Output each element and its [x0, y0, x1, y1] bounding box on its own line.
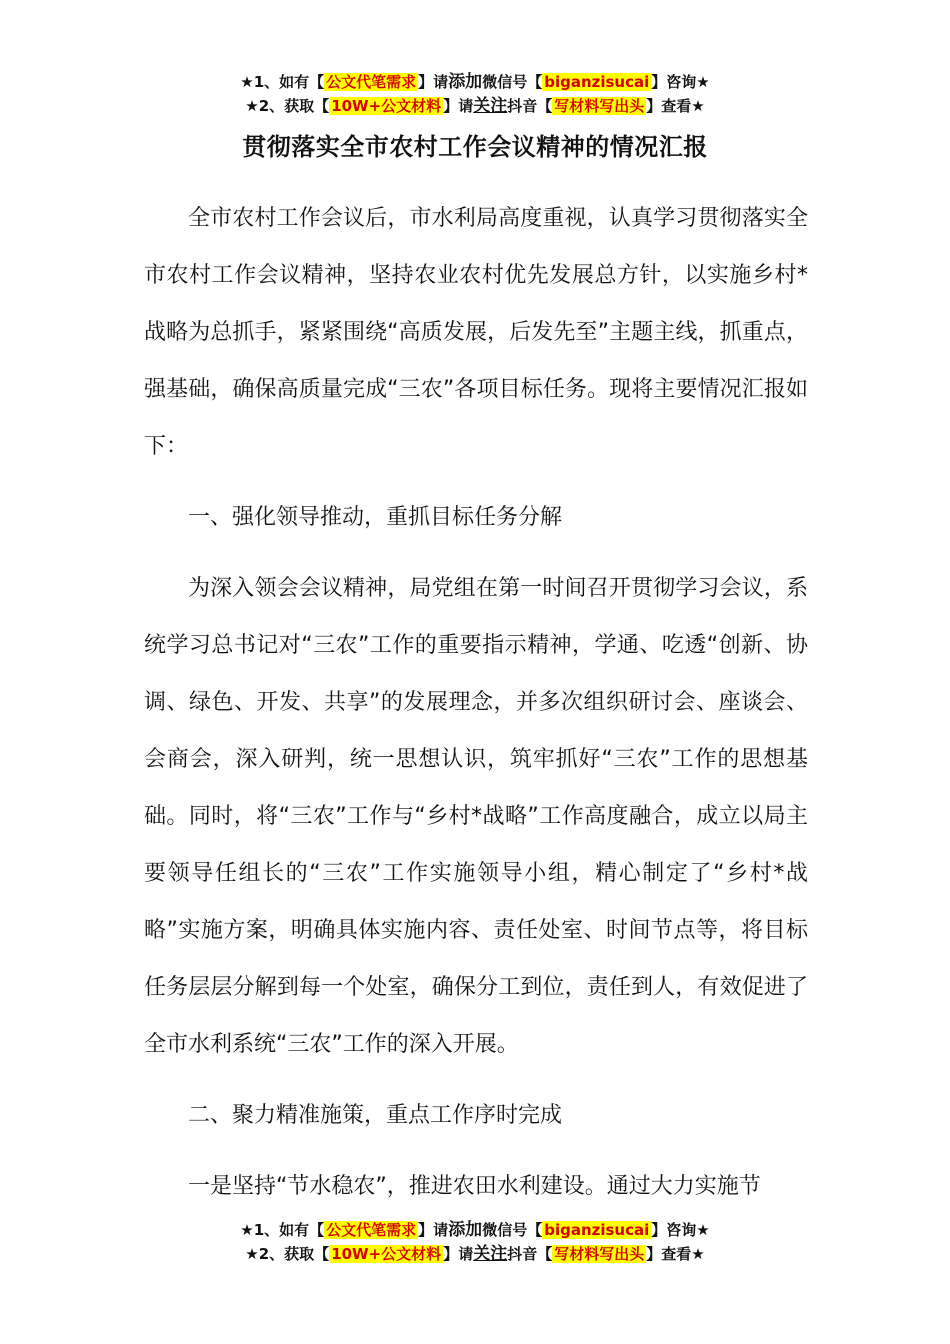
banner-text: ★2、获取【 [245, 1245, 330, 1263]
document-title: 贯彻落实全市农村工作会议精神的情况汇报 [242, 133, 708, 161]
banner-text: 】请 [443, 97, 474, 115]
banner-text: 】查看★ [646, 97, 705, 115]
banner-highlight: 10W+公文材料 [331, 97, 442, 115]
banner-text: 】咨询★ [651, 73, 710, 91]
banner-text: 】查看★ [646, 1245, 705, 1263]
paragraph-intro: 全市农村工作会议后，市水利局高度重视，认真学习贯彻落实全市农村工作会议精神，坚持农业农村优先发展总方针，以实施乡村*战略为总抓手，紧紧围绕“高质发展，后发先至”主题主线，抓重点，强基础，确保高质量完成“三农”各项目标任务。现将主要情况汇报如下： [144, 206, 808, 459]
section-heading-2: 二、聚力精准施策，重点工作序时完成 [188, 1103, 563, 1128]
banner-text: 抖音【 [507, 1245, 553, 1263]
bottom-banner [0, 1218, 950, 1266]
banner-highlight-wechat-id: biganzisucai [544, 73, 650, 91]
banner-line-2 [0, 94, 950, 118]
banner-text: 】请 [418, 73, 449, 91]
banner-text: 】请 [418, 1221, 449, 1239]
banner-highlight-wechat-id: biganzisucai [544, 1221, 650, 1239]
banner-text: ★1、如有【 [240, 1221, 325, 1239]
banner-text: 抖音【 [507, 97, 553, 115]
banner-emphasis: 添加 [448, 1220, 483, 1240]
banner-highlight-douyin: 写材料写出头 [554, 97, 645, 115]
banner-text: 微信号【 [482, 1221, 543, 1239]
banner-emphasis: 关注 [473, 1244, 508, 1264]
banner-emphasis: 关注 [473, 96, 508, 116]
banner-line-1 [0, 1218, 950, 1242]
banner-text: 微信号【 [482, 73, 543, 91]
banner-line-1 [0, 70, 950, 94]
banner-text: ★2、获取【 [245, 97, 330, 115]
document-body [144, 190, 808, 1215]
top-banner [0, 70, 950, 118]
banner-line-2 [0, 1242, 950, 1266]
banner-text: ★1、如有【 [240, 73, 325, 91]
banner-highlight: 公文代笔需求 [326, 1221, 417, 1239]
banner-highlight: 10W+公文材料 [331, 1245, 442, 1263]
section-heading-1: 一、强化领导推动，重抓目标任务分解 [188, 505, 563, 530]
banner-emphasis: 添加 [448, 72, 483, 92]
banner-text: 】咨询★ [651, 1221, 710, 1239]
paragraph-section-2: 一是坚持“节水稳农”，推进农田水利建设。通过大力实施节 [188, 1174, 761, 1199]
banner-highlight-douyin: 写材料写出头 [554, 1245, 645, 1263]
banner-text: 】请 [443, 1245, 474, 1263]
paragraph-section-1: 为深入领会会议精神，局党组在第一时间召开贯彻学习会议，系统学习总书记对“三农”工作的重要指示精神，学通、吃透“创新、协调、绿色、开发、共享”的发展理念，并多次组织研讨会、座谈会、会商会，深入研判，统一思想认识，筑牢抓好“三农”工作的思想基础。同时，将“三农”工作与“乡村*战略”工作高度融合，成立以局主要领导任组长的“三农”工作实施领导小组，精心制定了“乡村*战略”实施方案，明确具体实施内容、责任处室、时间节点等，将目标任务层层分解到每一个处室，确保分工到位，责任到人，有效促进了全市水利系统“三农”工作的深入开展。 [144, 576, 808, 1057]
banner-highlight: 公文代笔需求 [326, 73, 417, 91]
